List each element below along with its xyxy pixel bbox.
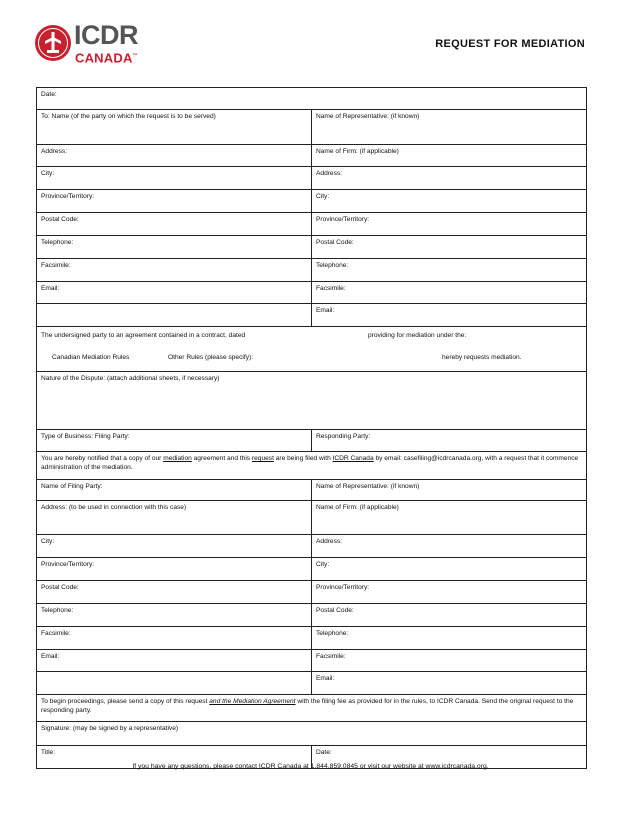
nature-row xyxy=(37,371,586,429)
province-row-2 xyxy=(37,557,586,580)
postal-code-field[interactable]: Postal Code: xyxy=(37,213,312,235)
rep-email-row xyxy=(37,303,586,326)
proceedings-text: To begin proceedings, please send a copy of this request and the Mediation Agreement with the filing fee as provided for in the rules, to ICDR Canada. Send the original request to the responding party. xyxy=(41,698,574,714)
title-field[interactable]: Title: xyxy=(37,746,312,768)
rep-province-field[interactable]: Province/Territory: xyxy=(316,216,370,223)
nature-of-dispute-field[interactable]: Nature of the Dispute: (attach additional sheets, if necessary) xyxy=(41,375,220,382)
proceedings-row xyxy=(37,694,586,721)
rep-email-row-2 xyxy=(37,671,586,694)
notice-row xyxy=(37,451,586,479)
postal-code-field-2[interactable]: Postal Code: xyxy=(37,581,312,603)
agreement-providing-text: providing for mediation under the: xyxy=(368,332,467,339)
blank-cell xyxy=(37,304,312,326)
address-row-2 xyxy=(37,500,586,534)
city-field[interactable]: City: xyxy=(37,167,312,189)
address-row xyxy=(37,144,586,166)
rep-address-field-2[interactable]: Address: xyxy=(316,538,343,545)
requests-mediation-text: hereby requests mediation. xyxy=(442,354,522,361)
email-field[interactable]: Email: xyxy=(37,282,312,303)
telephone-row-2 xyxy=(37,603,586,626)
firm-name-field-2[interactable]: Name of Firm: (if applicable) xyxy=(316,504,399,511)
city-row-2 xyxy=(37,534,586,557)
facsimile-row xyxy=(37,258,586,281)
city-row xyxy=(37,166,586,189)
rep-address-field[interactable]: Address: xyxy=(316,170,343,177)
date-field-2[interactable]: Date: xyxy=(316,749,332,756)
telephone-row xyxy=(37,235,586,258)
footer-contact-text: If you have any questions, please contact ICDR Canada at 1.844.859.0845 or visit our website at www.icdrcanada.org. xyxy=(132,763,489,770)
agreement-row xyxy=(37,326,586,371)
to-name-field[interactable]: To: Name (of the party on which the request is to be served) xyxy=(37,110,312,144)
rep-postal-code-field[interactable]: Postal Code: xyxy=(316,239,354,246)
facsimile-row-2 xyxy=(37,626,586,649)
facsimile-field-2[interactable]: Facsimile: xyxy=(37,627,312,649)
responding-party-field[interactable]: Responding Party: xyxy=(316,433,371,440)
rep-province-field-2[interactable]: Province/Territory: xyxy=(316,584,370,591)
notice-text: You are hereby notified that a copy of our mediation agreement and this request are being filed with ICDR Canada by email: casefiling@icdrcanada.org, with a request that it commence administration of the mediation. xyxy=(41,455,579,471)
city-field-2[interactable]: City: xyxy=(37,535,312,557)
representative-name-field[interactable]: Name of Representative: (if known) xyxy=(316,113,420,120)
representative-name-field-2[interactable]: Name of Representative: (if known) xyxy=(316,483,420,490)
address-field[interactable]: Address: xyxy=(37,145,312,166)
rep-telephone-field[interactable]: Telephone: xyxy=(316,262,349,269)
signature-field[interactable]: Signature: (may be signed by a representative) xyxy=(41,725,179,732)
business-row xyxy=(37,429,586,451)
blank-cell-2 xyxy=(37,672,312,694)
province-field[interactable]: Province/Territory: xyxy=(37,190,312,212)
rep-email-field[interactable]: Email: xyxy=(316,307,335,314)
postal-row-2 xyxy=(37,580,586,603)
facsimile-field[interactable]: Facsimile: xyxy=(37,259,312,281)
email-row xyxy=(37,281,586,303)
business-filing-party-field[interactable]: Type of Business: Filing Party: xyxy=(37,430,312,451)
rep-facsimile-field[interactable]: Facsimile: xyxy=(316,285,346,292)
rep-city-field[interactable]: City: xyxy=(316,193,330,200)
email-field-2[interactable]: Email: xyxy=(37,650,312,671)
rep-postal-code-field-2[interactable]: Postal Code: xyxy=(316,607,354,614)
page-title: REQUEST FOR MEDIATION xyxy=(435,38,585,50)
emblem-icon xyxy=(34,24,72,62)
filing-party-row xyxy=(37,479,586,500)
signature-row xyxy=(37,721,586,745)
telephone-field-2[interactable]: Telephone: xyxy=(37,604,312,626)
firm-name-field[interactable]: Name of Firm: (if applicable) xyxy=(316,148,399,155)
agreement-text: The undersigned party to an agreement contained in a contract, dated xyxy=(41,332,246,339)
postal-row xyxy=(37,212,586,235)
to-row xyxy=(37,109,586,144)
rep-telephone-field-2[interactable]: Telephone: xyxy=(316,630,349,637)
icdr-canada-logo xyxy=(34,22,164,70)
province-field-2[interactable]: Province/Territory: xyxy=(37,558,312,580)
mediation-form xyxy=(36,87,587,769)
rep-city-field-2[interactable]: City: xyxy=(316,561,330,568)
rep-facsimile-field-2[interactable]: Facsimile: xyxy=(316,653,346,660)
agreement-block xyxy=(37,327,586,371)
case-address-field[interactable]: Address: (to be used in connection with this case) xyxy=(37,501,312,534)
telephone-field[interactable]: Telephone: xyxy=(37,236,312,258)
email-row-2 xyxy=(37,649,586,671)
date-row xyxy=(37,88,586,109)
filing-party-name-field[interactable]: Name of Filing Party: xyxy=(37,480,312,500)
rep-email-field-2[interactable]: Email: xyxy=(316,675,335,682)
logo-subtitle: CANADA™ xyxy=(75,50,138,66)
other-rules-option[interactable]: Other Rules (please specify): xyxy=(168,354,254,361)
logo-text: ICDR xyxy=(74,20,138,50)
canadian-mediation-rules-option[interactable]: Canadian Mediation Rules xyxy=(52,354,130,361)
date-field[interactable]: Date: xyxy=(41,91,57,98)
province-row xyxy=(37,189,586,212)
